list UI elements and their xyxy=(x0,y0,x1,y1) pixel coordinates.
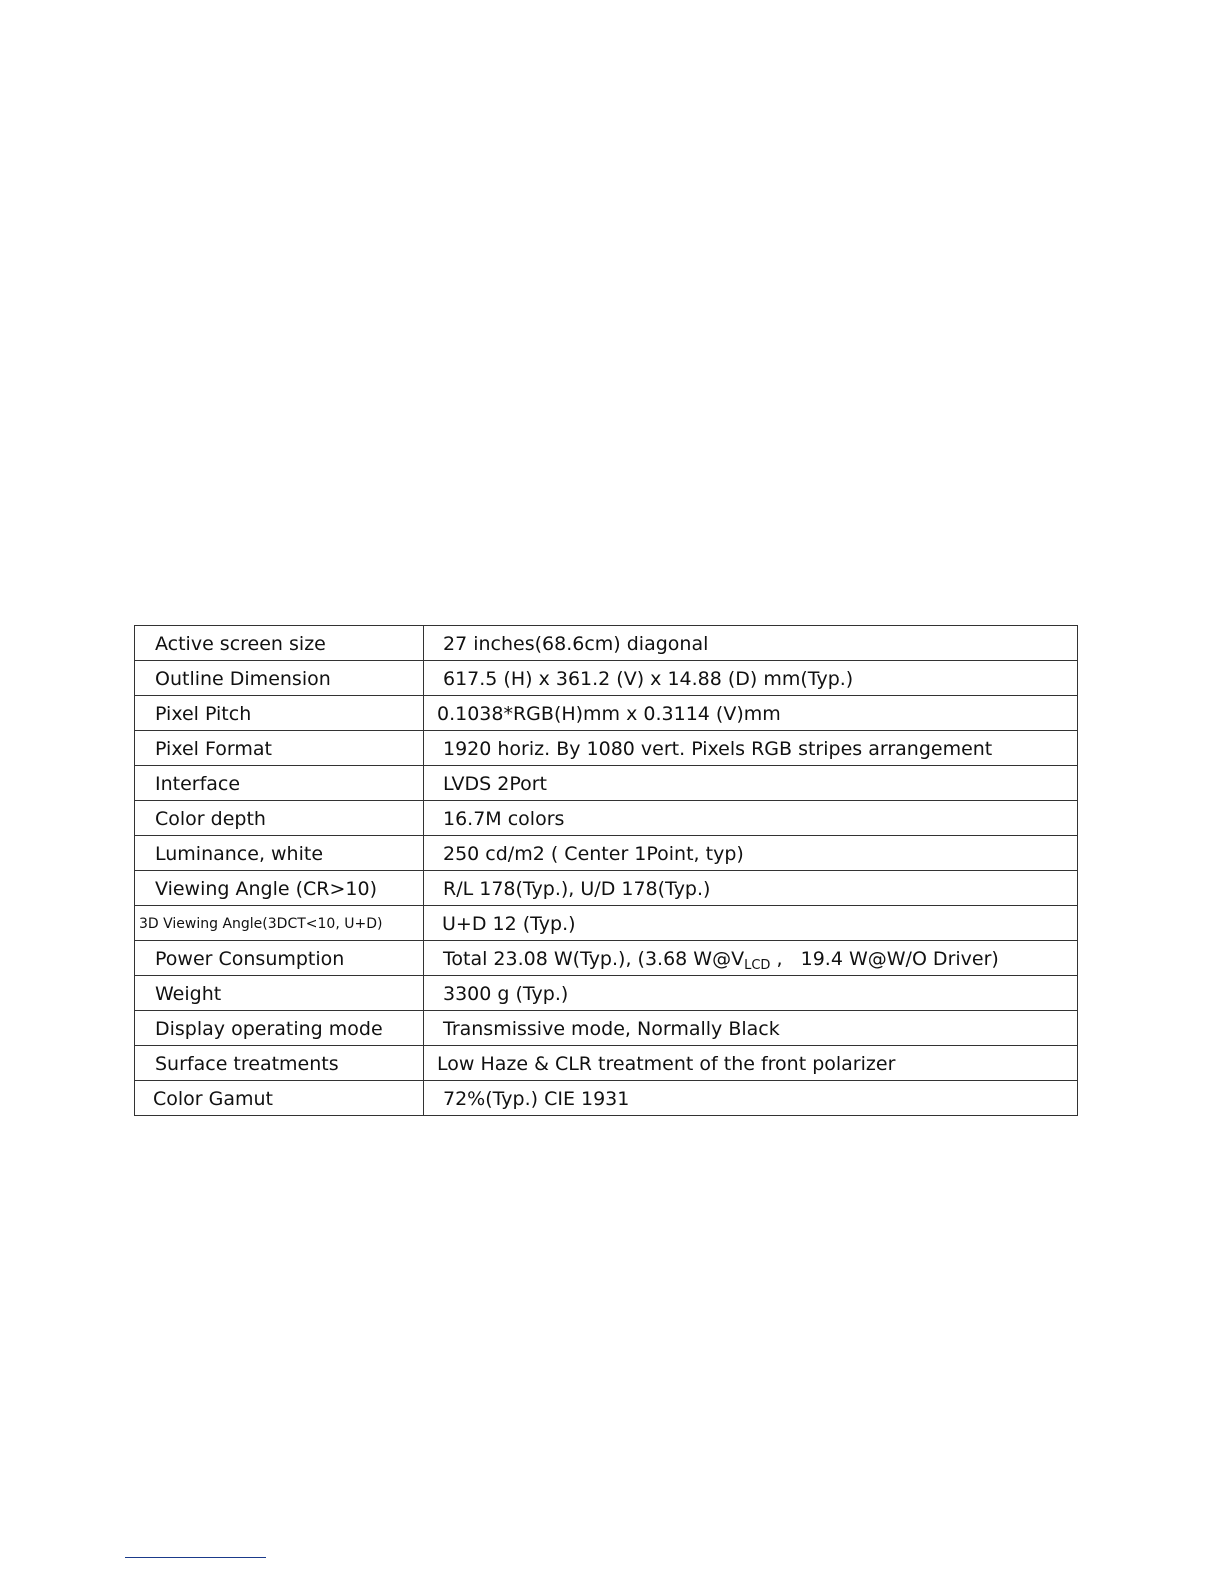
row-label: Interface xyxy=(135,766,424,801)
row-value: R/L 178(Typ.), U/D 178(Typ.) xyxy=(424,871,1078,906)
row-value: 16.7M colors xyxy=(424,801,1078,836)
row-label: Weight xyxy=(135,976,424,1011)
power-value-main: Total 23.08 W(Typ.), (3.68 W@V xyxy=(443,947,745,970)
table-row xyxy=(135,976,1078,1011)
power-value-subscript: LCD xyxy=(744,957,771,973)
footnote-separator xyxy=(125,1557,266,1558)
row-value: 3300 g (Typ.) xyxy=(424,976,1078,1011)
row-label: Color depth xyxy=(135,801,424,836)
table-row xyxy=(135,731,1078,766)
row-value: U+D 12 (Typ.) xyxy=(424,906,1078,941)
row-label: Luminance, white xyxy=(135,836,424,871)
table-row xyxy=(135,766,1078,801)
row-label: Power Consumption xyxy=(135,941,424,976)
table-row xyxy=(135,1011,1078,1046)
spec-table-body xyxy=(135,626,1078,1116)
table-row xyxy=(135,626,1078,661)
row-label: Viewing Angle (CR>10) xyxy=(135,871,424,906)
table-row xyxy=(135,871,1078,906)
row-label: Pixel Format xyxy=(135,731,424,766)
row-value xyxy=(424,941,1078,976)
spec-table xyxy=(134,625,1078,1116)
row-label: Outline Dimension xyxy=(135,661,424,696)
table-row xyxy=(135,801,1078,836)
table-row xyxy=(135,696,1078,731)
row-value: 1920 horiz. By 1080 vert. Pixels RGB stripes arrangement xyxy=(424,731,1078,766)
table-row xyxy=(135,906,1078,941)
row-label: Active screen size xyxy=(135,626,424,661)
table-row xyxy=(135,836,1078,871)
row-value: LVDS 2Port xyxy=(424,766,1078,801)
row-label: Pixel Pitch xyxy=(135,696,424,731)
row-value: 72%(Typ.) CIE 1931 xyxy=(424,1081,1078,1116)
row-value: Low Haze & CLR treatment of the front polarizer xyxy=(424,1046,1078,1081)
row-label: 3D Viewing Angle(3DCT<10, U+D) xyxy=(135,906,424,941)
row-value: 0.1038*RGB(H)mm x 0.3114 (V)mm xyxy=(424,696,1078,731)
row-value: 250 cd/m2 ( Center 1Point, typ) xyxy=(424,836,1078,871)
row-value: 617.5 (H) x 361.2 (V) x 14.88 (D) mm(Typ.) xyxy=(424,661,1078,696)
row-value: Transmissive mode, Normally Black xyxy=(424,1011,1078,1046)
power-value-rest: , 19.4 W@W/O Driver) xyxy=(770,947,999,970)
table-row xyxy=(135,661,1078,696)
table-row xyxy=(135,941,1078,976)
row-label: Color Gamut xyxy=(135,1081,424,1116)
row-label: Surface treatments xyxy=(135,1046,424,1081)
row-label: Display operating mode xyxy=(135,1011,424,1046)
table-row xyxy=(135,1081,1078,1116)
table-row xyxy=(135,1046,1078,1081)
row-value: 27 inches(68.6cm) diagonal xyxy=(424,626,1078,661)
